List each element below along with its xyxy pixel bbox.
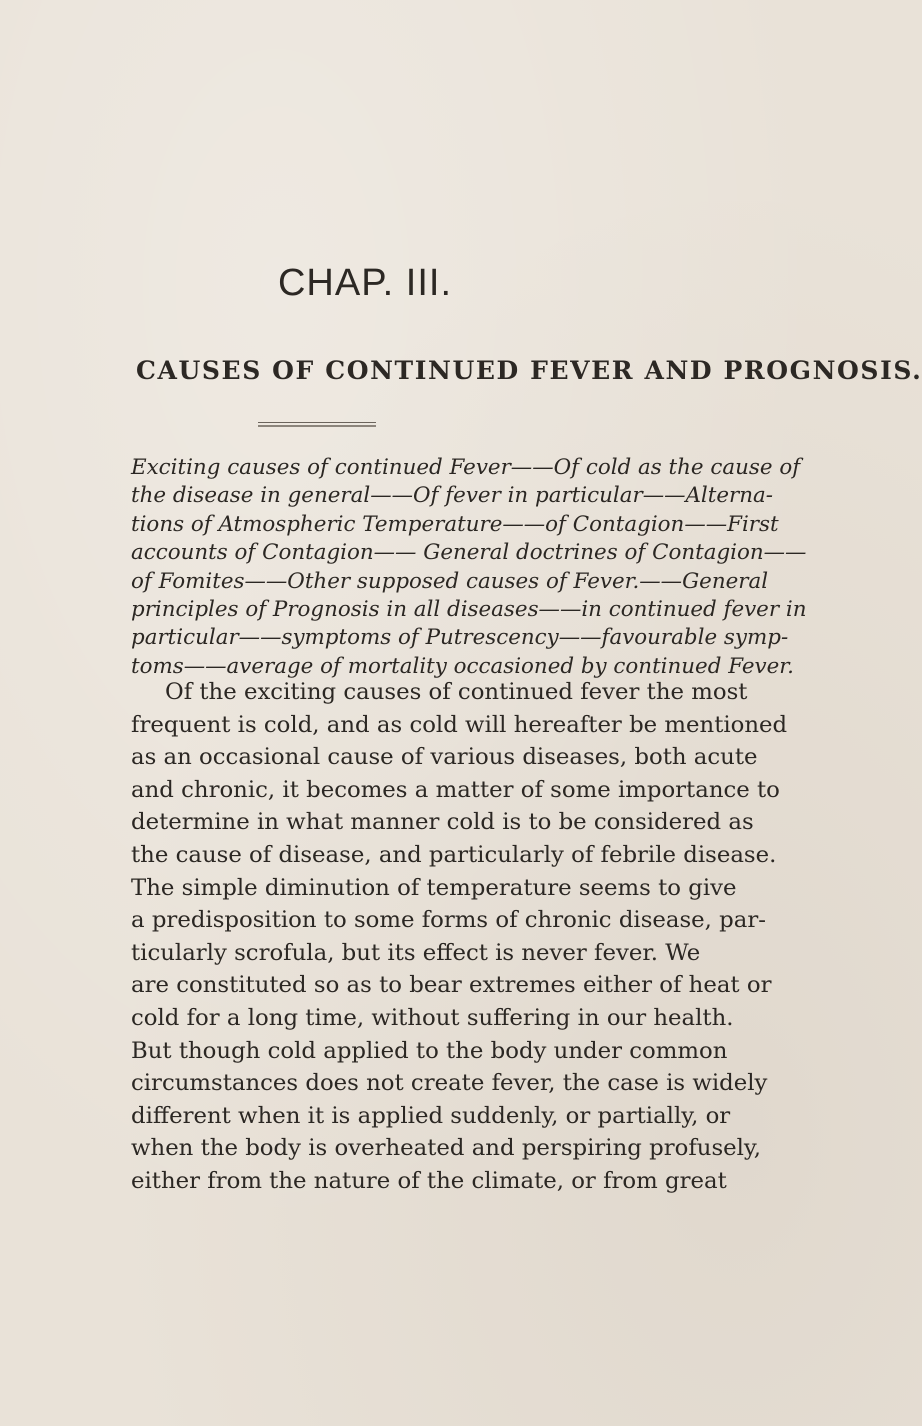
body-line: The simple diminution of temperature seems to give (131, 874, 737, 901)
body-line: determine in what manner cold is to be considered as (131, 809, 754, 836)
summary-line: particular——symptoms of Putrescency——favourable symp- (131, 625, 789, 651)
body-line: are constituted so as to bear extremes either of heat or (131, 972, 772, 999)
body-line: cold for a long time, without suffering in our health. (131, 1004, 734, 1031)
body-line: as an occasional cause of various diseases, both acute (131, 744, 758, 771)
summary-line: toms——average of mortality occasioned by continued Fever. (131, 653, 794, 679)
body-line: different when it is applied suddenly, or partially, or (131, 1102, 731, 1129)
body-line: a predisposition to some forms of chronic disease, par- (131, 907, 766, 934)
summary-line: the disease in general——Of fever in particular——Alterna- (131, 483, 774, 509)
body-line: and chronic, it becomes a matter of some importance to (131, 776, 780, 803)
summary-line: Exciting causes of continued Fever——Of cold as the cause of (131, 455, 801, 480)
body-line: ticularly scrofula, but its effect is never fever. We (131, 939, 701, 966)
body-line: But though cold applied to the body under common (131, 1037, 728, 1064)
body-line: the cause of disease, and particularly of febrile disease. (131, 841, 777, 868)
body-line: Of the exciting causes of continued fever the most (165, 679, 748, 705)
summary-line: accounts of Contagion—— General doctrines of Contagion—— (131, 540, 807, 566)
summary-line: of Fomites——Other supposed causes of Fever.——General (131, 568, 769, 594)
chapter-number: CHAP. III. (277, 262, 453, 304)
summary-line: tions of Atmospheric Temperature——of Contagion——First (131, 511, 779, 537)
divider-ornament (258, 422, 376, 428)
body-line: frequent is cold, and as cold will hereafter be mentioned (131, 711, 788, 738)
body-line: when the body is overheated and perspiring profusely, (131, 1135, 762, 1162)
body-paragraph (131, 676, 788, 1198)
body-line: circumstances does not create fever, the case is widely (131, 1070, 768, 1097)
body-line: either from the nature of the climate, or from great (131, 1167, 727, 1194)
chapter-title: CAUSES OF CONTINUED FEVER AND PROGNOSIS. (136, 356, 922, 385)
chapter-summary (131, 454, 807, 681)
summary-line: principles of Prognosis in all diseases——in continued fever in (131, 596, 807, 622)
